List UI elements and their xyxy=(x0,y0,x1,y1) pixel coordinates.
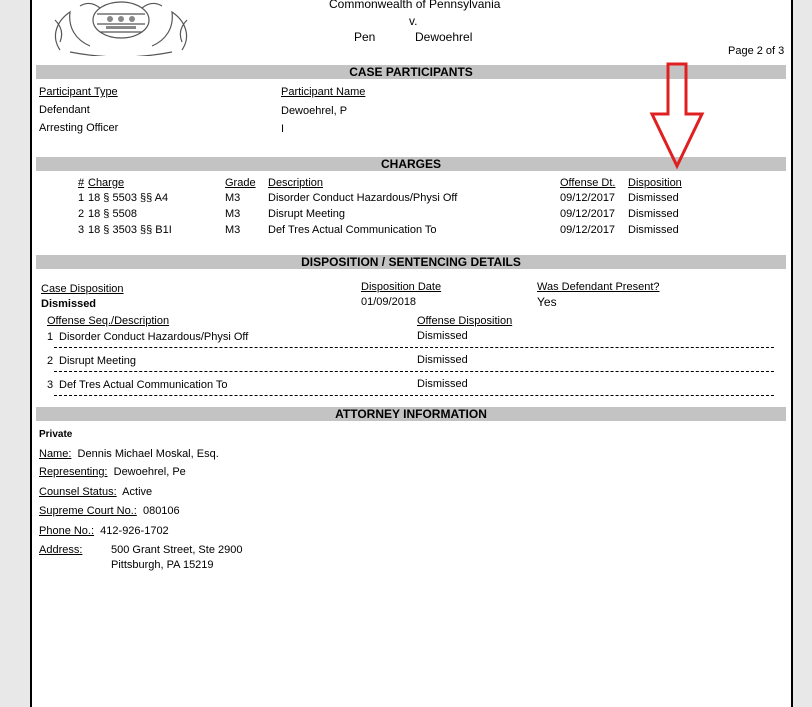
charge-grade: M3 xyxy=(225,192,241,204)
participant-type: Defendant xyxy=(39,104,90,116)
commonwealth-title: Commonwealth of Pennsylvania xyxy=(329,0,501,11)
charges-header: CHARGES xyxy=(36,157,786,171)
charge-description: Disrupt Meeting xyxy=(268,208,346,220)
charge-grade: M3 xyxy=(225,208,241,220)
disposition-date-label: Disposition Date xyxy=(361,281,442,293)
offense-disposition: Dismissed xyxy=(417,378,468,390)
charge-disposition: Dismissed xyxy=(628,224,679,236)
versus-label: v. xyxy=(409,14,418,28)
participant-name: Dewoehrel, P xyxy=(281,105,348,117)
phone-label: Phone No.: xyxy=(39,525,95,537)
offense-seq: 3 xyxy=(47,379,54,391)
divider xyxy=(54,395,774,396)
disposition-date-value: 01/09/2018 xyxy=(361,296,417,308)
charge-code: 18 § 5508 xyxy=(88,208,137,220)
charge-grade: M3 xyxy=(225,224,241,236)
participant-name-header: Participant Name xyxy=(281,86,366,98)
phone-value: 412-926-1702 xyxy=(100,525,169,537)
offense-seq: 1 xyxy=(47,331,54,343)
charge-code: 18 § 5503 §§ A4 xyxy=(88,192,169,204)
case-participants-header: CASE PARTICIPANTS xyxy=(36,65,786,79)
case-disposition-value: Dismissed xyxy=(41,298,97,310)
red-down-arrow-icon xyxy=(648,62,706,170)
offense-description: Disrupt Meeting xyxy=(59,355,137,367)
counsel-status-row xyxy=(39,486,152,498)
offense-disposition: Dismissed xyxy=(417,354,468,366)
disposition-header: Disposition xyxy=(628,177,682,189)
supreme-court-value: 080106 xyxy=(142,505,180,517)
attorney-name-value: Dennis Michael Moskal, Esq. xyxy=(77,448,219,460)
defendant-present-value: Yes xyxy=(537,295,557,309)
description-header: Description xyxy=(268,177,324,189)
participant-type: Arresting Officer xyxy=(39,122,119,134)
divider xyxy=(54,371,774,372)
attorney-name-label: Name: xyxy=(39,448,72,460)
defendant-present-label: Was Defendant Present? xyxy=(537,281,660,293)
address-line-1: 500 Grant Street, Ste 2900 xyxy=(111,544,243,556)
charge-description: Def Tres Actual Communication To xyxy=(268,224,437,236)
charge-date: 09/12/2017 xyxy=(560,224,616,236)
address-label: Address: xyxy=(39,544,83,556)
supreme-court-row xyxy=(39,505,180,517)
offense-description: Disorder Conduct Hazardous/Physi Off xyxy=(59,331,249,343)
offense-description: Def Tres Actual Communication To xyxy=(59,379,228,391)
charge-description: Disorder Conduct Hazardous/Physi Off xyxy=(268,192,458,204)
charge-date: 09/12/2017 xyxy=(560,192,616,204)
charge-date: 09/12/2017 xyxy=(560,208,616,220)
party-left: Pen xyxy=(354,30,376,44)
participant-name: I xyxy=(281,123,285,135)
charge-disposition: Dismissed xyxy=(628,192,679,204)
participant-type-header: Participant Type xyxy=(39,86,118,98)
charge-num: 1 xyxy=(78,192,85,204)
offense-disposition-header: Offense Disposition xyxy=(417,315,513,327)
supreme-court-label: Supreme Court No.: xyxy=(39,505,137,517)
charge-code: 18 § 3503 §§ B1I xyxy=(88,224,172,236)
address-line-2: Pittsburgh, PA 15219 xyxy=(111,559,214,571)
representing-label: Representing: xyxy=(39,466,108,478)
counsel-status-label: Counsel Status: xyxy=(39,486,117,498)
counsel-status-value: Active xyxy=(122,486,153,498)
charge-num: 3 xyxy=(78,224,85,236)
page-number: Page 2 of 3 xyxy=(728,45,785,57)
charge-disposition: Dismissed xyxy=(628,208,679,220)
party-right: Dewoehrel xyxy=(415,30,473,44)
offense-seq: 2 xyxy=(47,355,54,367)
charge-num-header: # xyxy=(78,177,85,189)
document-page xyxy=(30,0,793,707)
representing-value: Dewoehrel, Pe xyxy=(113,466,186,478)
phone-row xyxy=(39,525,169,537)
disposition-sentencing-header: DISPOSITION / SENTENCING DETAILS xyxy=(36,255,786,269)
attorney-name-row xyxy=(39,448,219,460)
offense-disposition: Dismissed xyxy=(417,330,468,342)
charge-header: Charge xyxy=(88,177,125,189)
representing-row xyxy=(39,466,186,478)
divider xyxy=(54,347,774,348)
offense-seq-header: Offense Seq./Description xyxy=(47,315,170,327)
offense-date-header: Offense Dt. xyxy=(560,177,616,189)
grade-header: Grade xyxy=(225,177,256,189)
attorney-type: Private xyxy=(39,429,73,440)
attorney-information-header: ATTORNEY INFORMATION xyxy=(36,407,786,421)
pennsylvania-seal-icon xyxy=(40,0,202,56)
charge-num: 2 xyxy=(78,208,85,220)
case-disposition-label: Case Disposition xyxy=(41,283,124,295)
